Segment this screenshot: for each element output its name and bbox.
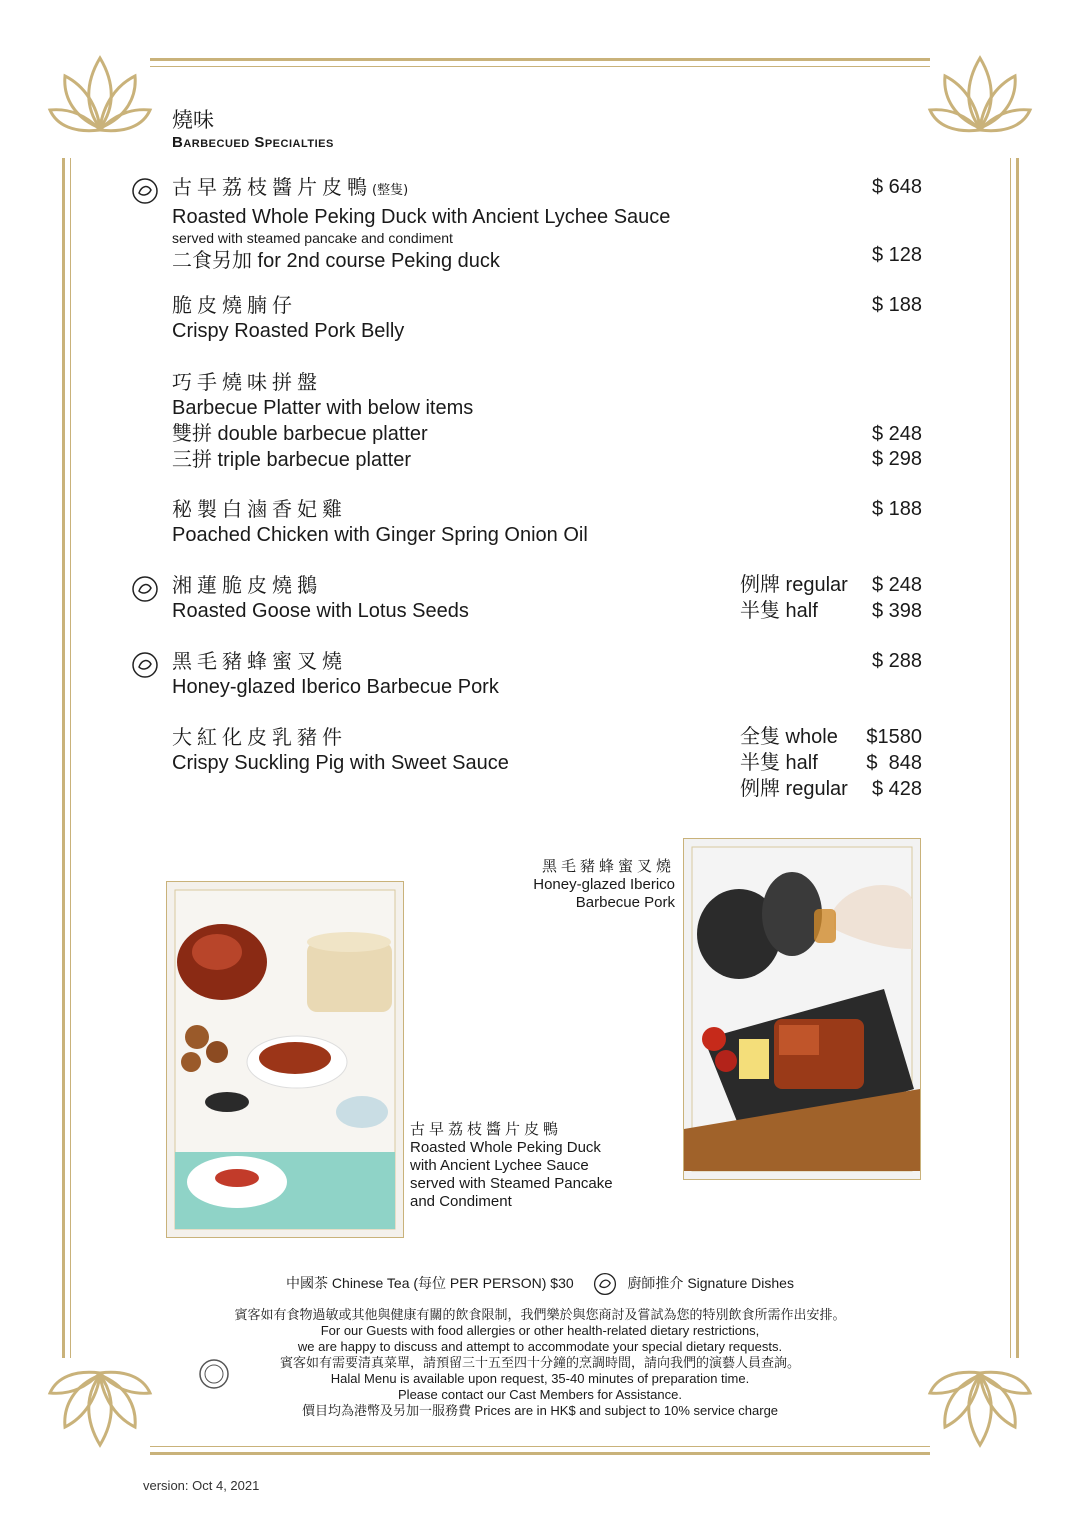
section-title-zh: 燒味	[172, 108, 214, 132]
item-name-en: Crispy Roasted Pork Belly	[172, 320, 405, 342]
item-name-zh: 巧手燒味拼盤	[172, 370, 322, 394]
item-note: served with steamed pancake and condiment	[172, 230, 453, 246]
chef-signature-icon	[130, 574, 160, 604]
size-price: $ 428	[871, 778, 922, 800]
footer-line-5: Halal Menu is available upon request, 35-40 minutes of preparation time.	[330, 1371, 750, 1386]
menu-item-peking-duck	[172, 174, 922, 274]
item-name-en: Roasted Whole Peking Duck with Ancient Lychee Sauce	[172, 206, 671, 228]
lotus-corner-top-right	[925, 38, 1035, 148]
section-title-en: Barbecued Specialties	[172, 134, 334, 151]
menu-item-suckling-pig	[172, 724, 922, 800]
duck-caption-line2: with Ancient Lychee Sauce	[410, 1157, 589, 1174]
signature-legend: 廚師推介 Signature Dishes	[627, 1275, 794, 1291]
duck-caption-line4: and Condiment	[410, 1193, 512, 1210]
item-extra: 二食另加 for 2nd course Peking duck	[172, 250, 500, 272]
platter-option-triple: 三拼 triple barbecue platter	[172, 449, 412, 471]
lotus-corner-bottom-right	[925, 1355, 1035, 1465]
footer-line-6: Please contact our Cast Members for Assistance.	[398, 1387, 682, 1402]
lotus-corner-top-left	[45, 38, 155, 148]
size-label: 例牌 regular	[740, 574, 848, 596]
pork-caption-line2: Barbecue Pork	[575, 894, 675, 911]
frame-left-outer	[62, 158, 65, 1358]
size-price: $ 848	[866, 752, 922, 774]
platter-option-double: 雙拼 double barbecue platter	[172, 423, 428, 445]
item-extra-price: $ 128	[871, 244, 922, 266]
item-name-zh: 湘蓮脆皮燒鵝	[172, 573, 322, 597]
frame-bottom-inner	[150, 1446, 930, 1447]
menu-item-pork-belly	[172, 292, 922, 344]
item-price: $ 288	[871, 650, 922, 672]
menu-item-barbecue-platter	[172, 369, 922, 473]
pork-caption	[470, 858, 675, 912]
menu-item-iberico-char-siu	[172, 648, 922, 700]
footer-line-4: 賓客如有需要清真菜單，請預留三十五至四十分鐘的烹調時間，請向我們的演藝人員查詢。	[279, 1355, 800, 1370]
frame-top-inner	[150, 66, 930, 67]
size-price: $1580	[866, 726, 922, 748]
version-label: version: Oct 4, 2021	[143, 1478, 260, 1493]
size-row	[740, 598, 922, 624]
item-name-zh: 古早荔枝醬片皮鴨	[172, 175, 372, 199]
char-siu-illustration	[684, 839, 920, 1179]
size-row	[740, 724, 922, 750]
duck-caption	[410, 1121, 680, 1211]
duck-caption-line1: Roasted Whole Peking Duck	[410, 1139, 601, 1156]
item-name-en: Crispy Suckling Pig with Sweet Sauce	[172, 752, 509, 774]
pork-caption-line1: Honey-glazed Iberico	[533, 876, 675, 893]
platter-triple-price: $ 298	[871, 448, 922, 470]
platter-double-price: $ 248	[871, 423, 922, 445]
frame-top-outer	[150, 58, 930, 61]
peking-duck-photo	[166, 881, 404, 1238]
item-name-en: Roasted Goose with Lotus Seeds	[172, 600, 469, 622]
item-name-zh: 大紅化皮乳豬件	[172, 725, 347, 749]
chinese-tea-note: 中國茶 Chinese Tea (每位 PER PERSON) $30	[286, 1275, 574, 1291]
char-siu-photo	[683, 838, 921, 1180]
size-row	[740, 750, 922, 776]
size-label: 半隻 half	[740, 600, 818, 622]
item-price: $ 188	[871, 294, 922, 316]
legend-row	[150, 1270, 930, 1297]
footer-line-3: we are happy to discuss and attempt to accommodate your special dietary requests.	[297, 1339, 783, 1354]
lotus-corner-bottom-left	[45, 1355, 155, 1465]
footer-notes	[150, 1307, 930, 1419]
item-price: $ 648	[871, 176, 922, 198]
frame-right-inner	[1010, 158, 1011, 1358]
menu-item-poached-chicken	[172, 496, 922, 548]
duck-caption-line3: served with Steamed Pancake	[410, 1175, 613, 1192]
size-label: 半隻 half	[740, 752, 818, 774]
size-price-table	[740, 572, 922, 624]
item-name-en: Poached Chicken with Ginger Spring Onion Oil	[172, 524, 588, 546]
item-note-zh: (整隻)	[372, 183, 409, 198]
item-name-zh: 黑毛豬蜂蜜叉燒	[172, 649, 347, 673]
size-price: $ 248	[871, 574, 922, 596]
size-row	[740, 572, 922, 598]
footer-line-1: 賓客如有食物過敏或其他與健康有關的飲食限制，我們樂於與您商討及嘗試為您的特別飲食所需作出安排。	[234, 1307, 846, 1322]
item-name-en: Honey-glazed Iberico Barbecue Pork	[172, 676, 499, 698]
footer-line-7: 價目均為港幣及另加一服務費 Prices are in HK$ and subject to 10% service charge	[301, 1403, 779, 1418]
item-name-zh: 脆皮燒腩仔	[172, 293, 297, 317]
peking-duck-illustration	[167, 882, 403, 1237]
size-row	[740, 776, 922, 802]
chef-signature-icon	[130, 650, 160, 680]
size-label: 例牌 regular	[740, 778, 848, 800]
size-label: 全隻 whole	[740, 726, 838, 748]
item-name-zh: 秘製白滷香妃雞	[172, 497, 347, 521]
size-price-table	[740, 724, 922, 802]
chef-signature-icon	[130, 176, 160, 206]
frame-left-inner	[70, 158, 71, 1358]
frame-right-outer	[1016, 158, 1019, 1358]
item-price: $ 188	[871, 498, 922, 520]
pork-caption-zh: 黑毛豬蜂蜜叉燒	[541, 858, 675, 875]
chef-signature-icon	[592, 1271, 618, 1297]
item-name-en: Barbecue Platter with below items	[172, 397, 474, 419]
frame-bottom-outer	[150, 1452, 930, 1455]
size-price: $ 398	[871, 600, 922, 622]
footer-line-2: For our Guests with food allergies or other health-related dietary restrictions,	[320, 1323, 760, 1338]
duck-caption-zh: 古早荔枝醬片皮鴨	[410, 1121, 563, 1138]
menu-item-roasted-goose	[172, 572, 922, 624]
